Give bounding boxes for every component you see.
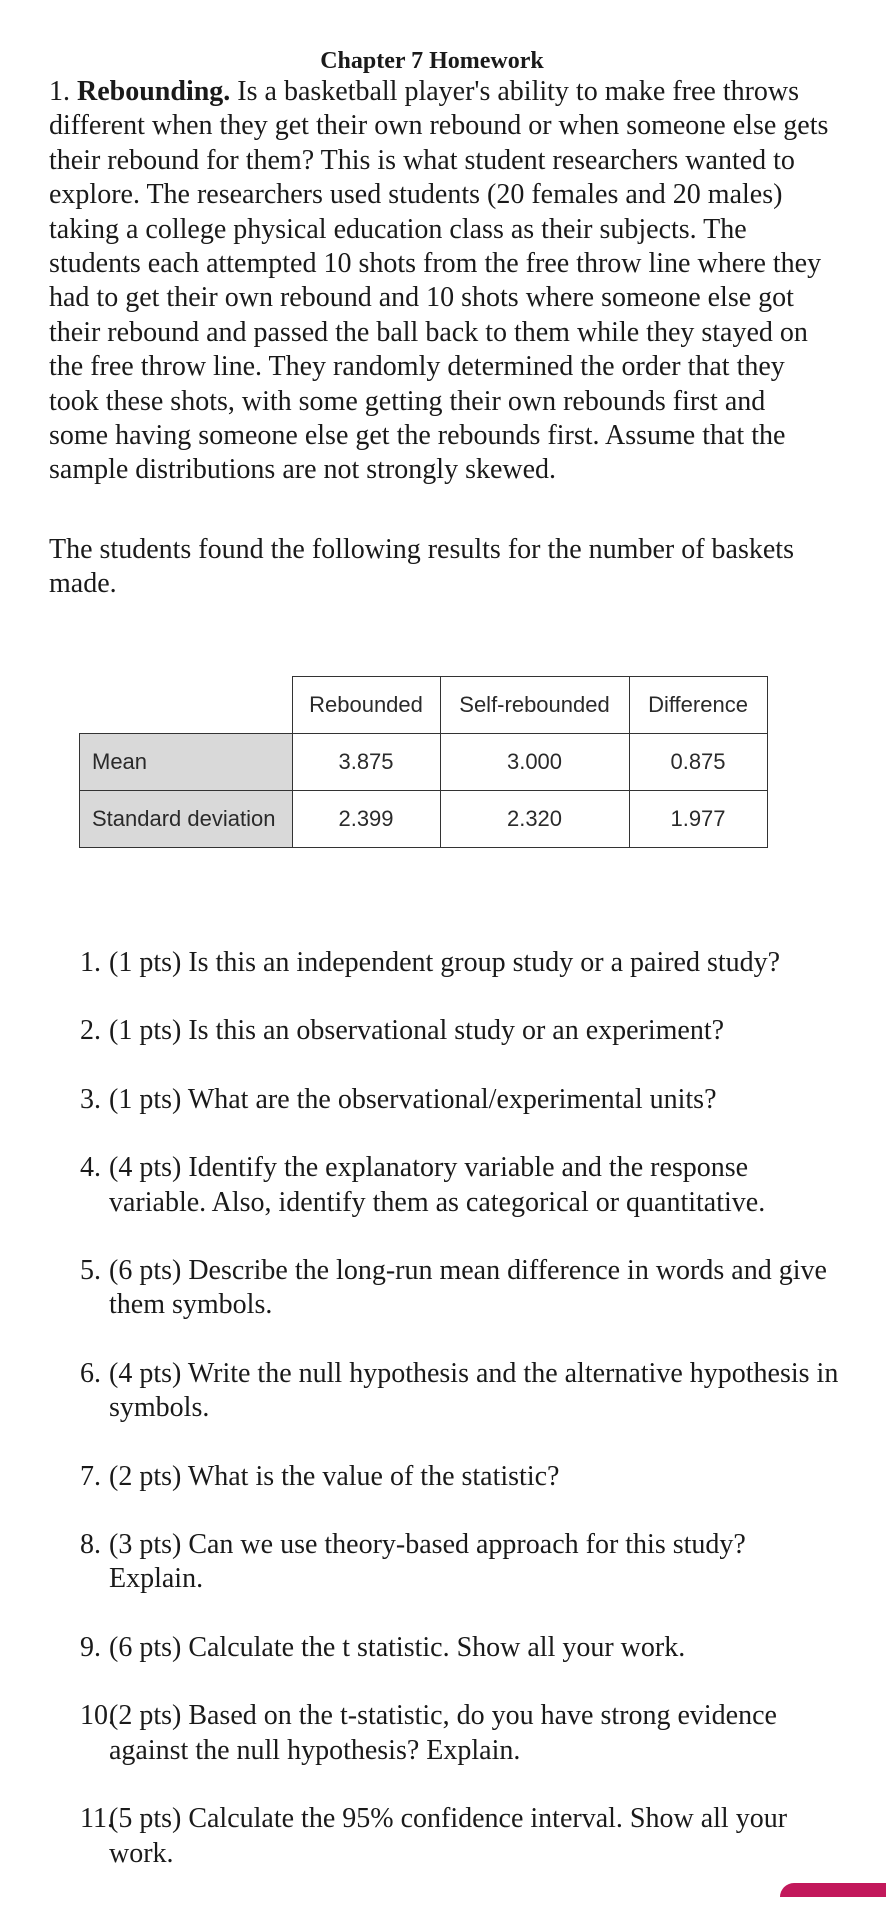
question-number: 1. xyxy=(80,947,101,978)
question-text: (4 pts) Write the null hypothesis and the alternative hypothesis in symbols. xyxy=(109,1357,839,1424)
question-text: (1 pts) Is this an independent group study or a paired study? xyxy=(109,947,781,978)
question-item xyxy=(80,1802,840,1871)
corner-tab xyxy=(780,1883,886,1897)
question-text: (4 pts) Identify the explanatory variable and the response variable. Also, identify them as categorical or quantitative. xyxy=(109,1152,766,1218)
question-item xyxy=(80,1014,840,1048)
question-list xyxy=(80,946,840,1905)
question-text: (1 pts) Is this an observational study or an experiment? xyxy=(109,1015,725,1047)
question-item xyxy=(80,946,840,980)
question-text: (2 pts) What is the value of the statistic? xyxy=(109,1460,560,1492)
question-item xyxy=(80,1357,840,1426)
table-header-self-rebounded: Self-rebounded xyxy=(440,677,629,734)
page-title: Chapter 7 Homework xyxy=(320,48,544,74)
question-number: 8. xyxy=(80,1529,101,1561)
question-number: 11. xyxy=(80,1803,114,1835)
table-cell: 3.875 xyxy=(292,734,440,791)
results-table xyxy=(79,676,768,848)
table-cell: 1.977 xyxy=(629,791,767,848)
problem-number: 1. xyxy=(49,76,70,107)
question-item xyxy=(80,1528,840,1597)
question-number: 5. xyxy=(80,1255,101,1287)
question-item xyxy=(80,1631,840,1665)
table-header-difference: Difference xyxy=(629,677,767,734)
table-header-rebounded: Rebounded xyxy=(292,677,440,734)
table-row xyxy=(80,791,768,848)
question-item xyxy=(80,1254,840,1323)
question-number: 3. xyxy=(80,1083,101,1115)
table-header-row xyxy=(80,677,768,734)
question-text: (1 pts) What are the observational/experimental units? xyxy=(109,1083,717,1115)
problem-text: Is a basketball player's ability to make free throws different when they get their own rebound or when someone else gets their rebound for them? This is what student researchers wanted to explore. The researchers used students (20 females and 20 males) taking a college physical education class as their subjects. The students each attempted 10 shots from the free throw line where they had to get their own rebound and 10 shots where someone else got their rebound and passed the ball back to them while they stayed on the free throw line. They randomly determined the order that they took these shots, with some getting their own rebounds first and some having someone else get the rebounds first. Assume that the sample distributions are not strongly skewed. xyxy=(49,76,829,486)
question-number: 6. xyxy=(80,1357,101,1389)
table-row-label: Standard deviation xyxy=(80,791,293,848)
question-text: (6 pts) Calculate the t statistic. Show all your work. xyxy=(109,1631,686,1663)
question-text: (3 pts) Can we use theory-based approach for this study? Explain. xyxy=(109,1529,746,1595)
table-cell: 2.399 xyxy=(292,791,440,848)
table-cell: 0.875 xyxy=(629,734,767,791)
question-number: 10. xyxy=(80,1700,115,1732)
results-intro: The students found the following results for the number of baskets made. xyxy=(49,534,794,600)
question-number: 9. xyxy=(80,1631,101,1663)
question-text: (6 pts) Describe the long-run mean difference in words and give them symbols. xyxy=(109,1255,827,1321)
table-cell: 2.320 xyxy=(440,791,629,848)
question-number: 2. xyxy=(80,1015,101,1047)
table-cell: 3.000 xyxy=(440,734,629,791)
question-item xyxy=(80,1151,840,1220)
question-number: 7. xyxy=(80,1460,101,1492)
question-text: (5 pts) Calculate the 95% confidence interval. Show all your work. xyxy=(109,1803,788,1869)
table-corner-cell xyxy=(80,677,293,734)
problem-bold-title: Rebounding. xyxy=(77,76,231,107)
question-number: 4. xyxy=(80,1152,101,1184)
table-row xyxy=(80,734,768,791)
question-item xyxy=(80,1699,840,1768)
question-item xyxy=(80,1460,840,1494)
table-row-label: Mean xyxy=(80,734,293,791)
question-item xyxy=(80,1083,840,1117)
problem-statement xyxy=(49,75,829,488)
question-text: (2 pts) Based on the t-statistic, do you have strong evidence against the null hypothesis? Explain. xyxy=(109,1700,777,1766)
